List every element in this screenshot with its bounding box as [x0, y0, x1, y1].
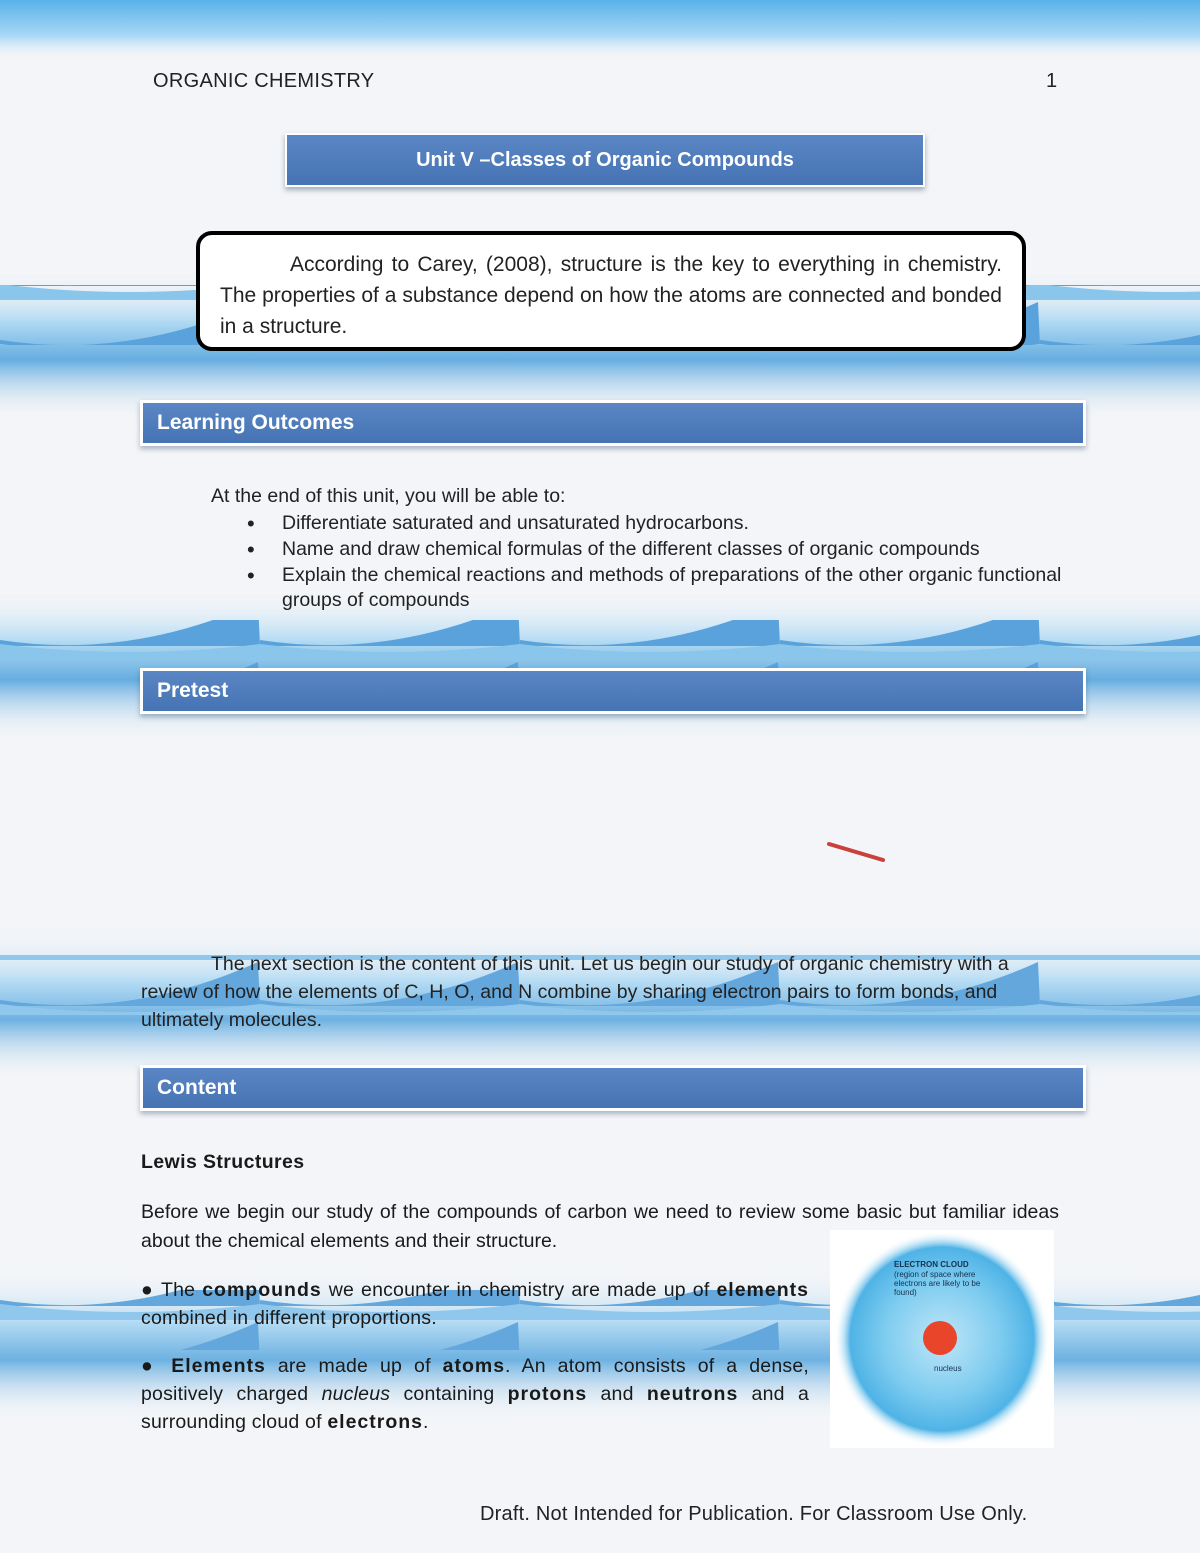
- list-item: • Differentiate saturated and unsaturated hydrocarbons.: [247, 511, 749, 536]
- transition-paragraph: The next section is the content of this unit. Let us begin our study of organic chemistry with a review of how the elements of C, H, O, and N combine by sharing electron pairs to form bonds, and ultimately molecules.: [141, 953, 1009, 1031]
- list-item: • Name and draw chemical formulas of the different classes of organic compounds: [247, 537, 980, 562]
- quote-text: According to Carey, (2008), structure is the key to everything in chemistry. The properties of a substance depend on how the atoms are connected and bonded in a structure.: [220, 253, 1002, 338]
- bullet-icon: •: [247, 563, 255, 588]
- content-header: [140, 1065, 1086, 1111]
- pretest-header: [140, 668, 1086, 714]
- cloud-caption-label: (region of space where electrons are likely to be found): [894, 1270, 981, 1297]
- elements-bullet: ● Elements are made up of atoms. An atom consists of a dense, positively charged nucleus containing protons and neutrons and a surrounding cloud of electrons.: [141, 1355, 809, 1433]
- page-number: 1: [1046, 70, 1058, 92]
- nucleus-label: nucleus: [934, 1364, 962, 1373]
- lewis-structures-heading: Lewis Structures: [141, 1151, 305, 1173]
- unit-title: Unit V –Classes of Organic Compounds: [416, 148, 794, 171]
- bullet-icon: •: [247, 511, 255, 536]
- cloud-title-label: ELECTRON CLOUD: [894, 1260, 969, 1269]
- outcomes-intro: At the end of this unit, you will be able to:: [211, 485, 566, 507]
- unit-title-banner: [285, 133, 925, 187]
- list-item: • Explain the chemical reactions and methods of preparations of the other organic functional groups of compounds: [247, 563, 1062, 611]
- learning-outcomes-title: Learning Outcomes: [157, 411, 355, 434]
- running-header-title: ORGANIC CHEMISTRY: [153, 70, 375, 92]
- learning-outcomes-header: [140, 400, 1086, 446]
- lewis-intro-paragraph: Before we begin our study of the compounds of carbon we need to review some basic but familiar ideas about the chemical elements and their structure.: [141, 1201, 1059, 1252]
- learning-outcomes-list: [211, 483, 1071, 614]
- nucleus: [923, 1321, 957, 1355]
- footer-disclaimer: Draft. Not Intended for Publication. For Classroom Use Only.: [480, 1503, 1028, 1525]
- compounds-bullet: ● The compounds we encounter in chemistry are made up of elements combined in different proportions.: [141, 1279, 809, 1329]
- pretest-title: Pretest: [157, 679, 229, 702]
- quote-box: [196, 231, 1026, 351]
- electron-cloud-figure: [830, 1230, 1054, 1448]
- bullet-icon: •: [247, 537, 255, 562]
- pen-stroke-mark: [826, 840, 886, 864]
- content-title: Content: [157, 1076, 237, 1099]
